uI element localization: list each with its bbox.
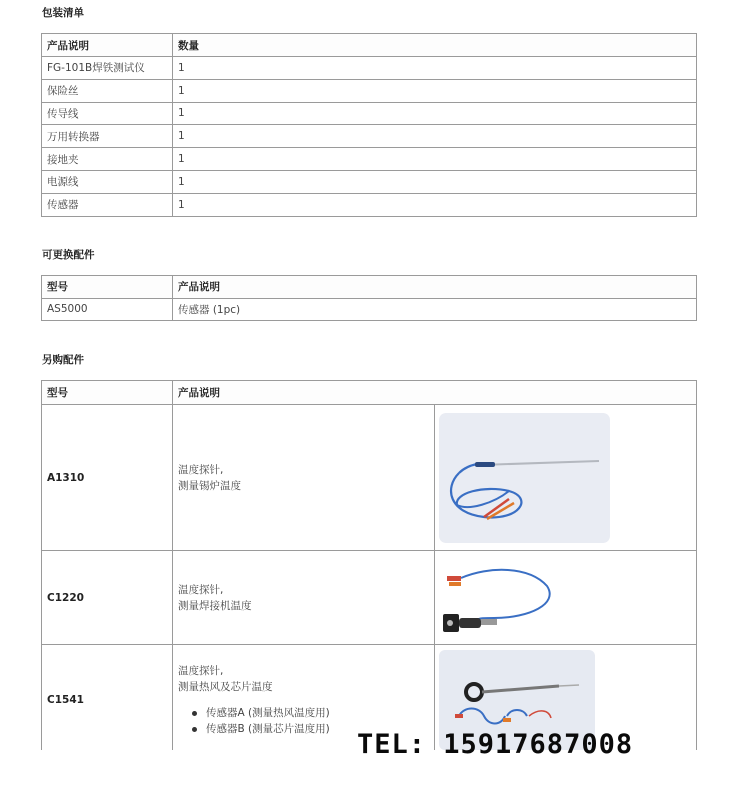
list-item: 传感器B (测量芯片温度用) (190, 721, 429, 737)
desc-line: 测量焊接机温度 (178, 599, 252, 612)
cell-qty: 1 (173, 79, 697, 102)
table-header-row (42, 381, 697, 405)
desc-line: 温度探针, (178, 463, 224, 476)
cell-model: AS5000 (42, 298, 173, 321)
replaceable-parts-table (41, 275, 697, 321)
cell-qty: 1 (173, 57, 697, 80)
optional-accessories-table (41, 380, 697, 755)
cell-product: 电源线 (42, 170, 173, 193)
section-title-replaceable-parts: 可更换配件 (42, 249, 95, 261)
header-model: 型号 (42, 381, 173, 405)
cell-product: 传感器 (42, 193, 173, 216)
table-header-row (42, 34, 697, 57)
cell-product: 保险丝 (42, 79, 173, 102)
cell-desc: 传感器 (1pc) (173, 298, 697, 321)
table-row (42, 57, 697, 80)
cell-model: C1541 (42, 645, 173, 755)
cell-product: 万用转换器 (42, 125, 173, 148)
table-row (42, 551, 697, 645)
table-header-row (42, 276, 697, 299)
header-product-desc: 产品说明 (173, 276, 697, 299)
probe-cable-photo (439, 413, 610, 543)
cell-desc (173, 551, 435, 645)
list-item: 传感器A (测量热风温度用) (190, 705, 429, 721)
header-product-desc: 产品说明 (173, 381, 697, 405)
table-row (42, 102, 697, 125)
header-quantity: 数量 (173, 34, 697, 57)
cell-desc (173, 405, 435, 551)
cell-image (435, 405, 697, 551)
cell-image (435, 551, 697, 645)
table-row (42, 170, 697, 193)
cell-model: A1310 (42, 405, 173, 551)
desc-line: 温度探针, (178, 583, 224, 596)
section-title-optional-accessories: 另购配件 (42, 354, 84, 366)
table-row (42, 125, 697, 148)
header-model: 型号 (42, 276, 173, 299)
cell-qty: 1 (173, 148, 697, 171)
desc-line: 测量热风及芯片温度 (178, 680, 273, 693)
cell-product: FG-101B焊铁测试仪 (42, 57, 173, 80)
desc-line: 测量锡炉温度 (178, 479, 241, 492)
desc-line: 温度探针, (178, 664, 224, 677)
header-product-desc: 产品说明 (42, 34, 173, 57)
section-title-packing-list: 包装清单 (42, 7, 84, 19)
cell-qty: 1 (173, 170, 697, 193)
table-row (42, 405, 697, 551)
table-row (42, 193, 697, 216)
packing-list-table (41, 33, 697, 217)
table-row (42, 298, 697, 321)
table-row (42, 148, 697, 171)
telephone-watermark: TEL: 15917687008 (357, 729, 634, 760)
cell-product: 接地夹 (42, 148, 173, 171)
cell-model: C1220 (42, 551, 173, 645)
probe-handle-photo (439, 556, 559, 640)
cell-qty: 1 (173, 193, 697, 216)
cell-qty: 1 (173, 102, 697, 125)
table-row (42, 79, 697, 102)
cell-qty: 1 (173, 125, 697, 148)
cell-product: 传导线 (42, 102, 173, 125)
